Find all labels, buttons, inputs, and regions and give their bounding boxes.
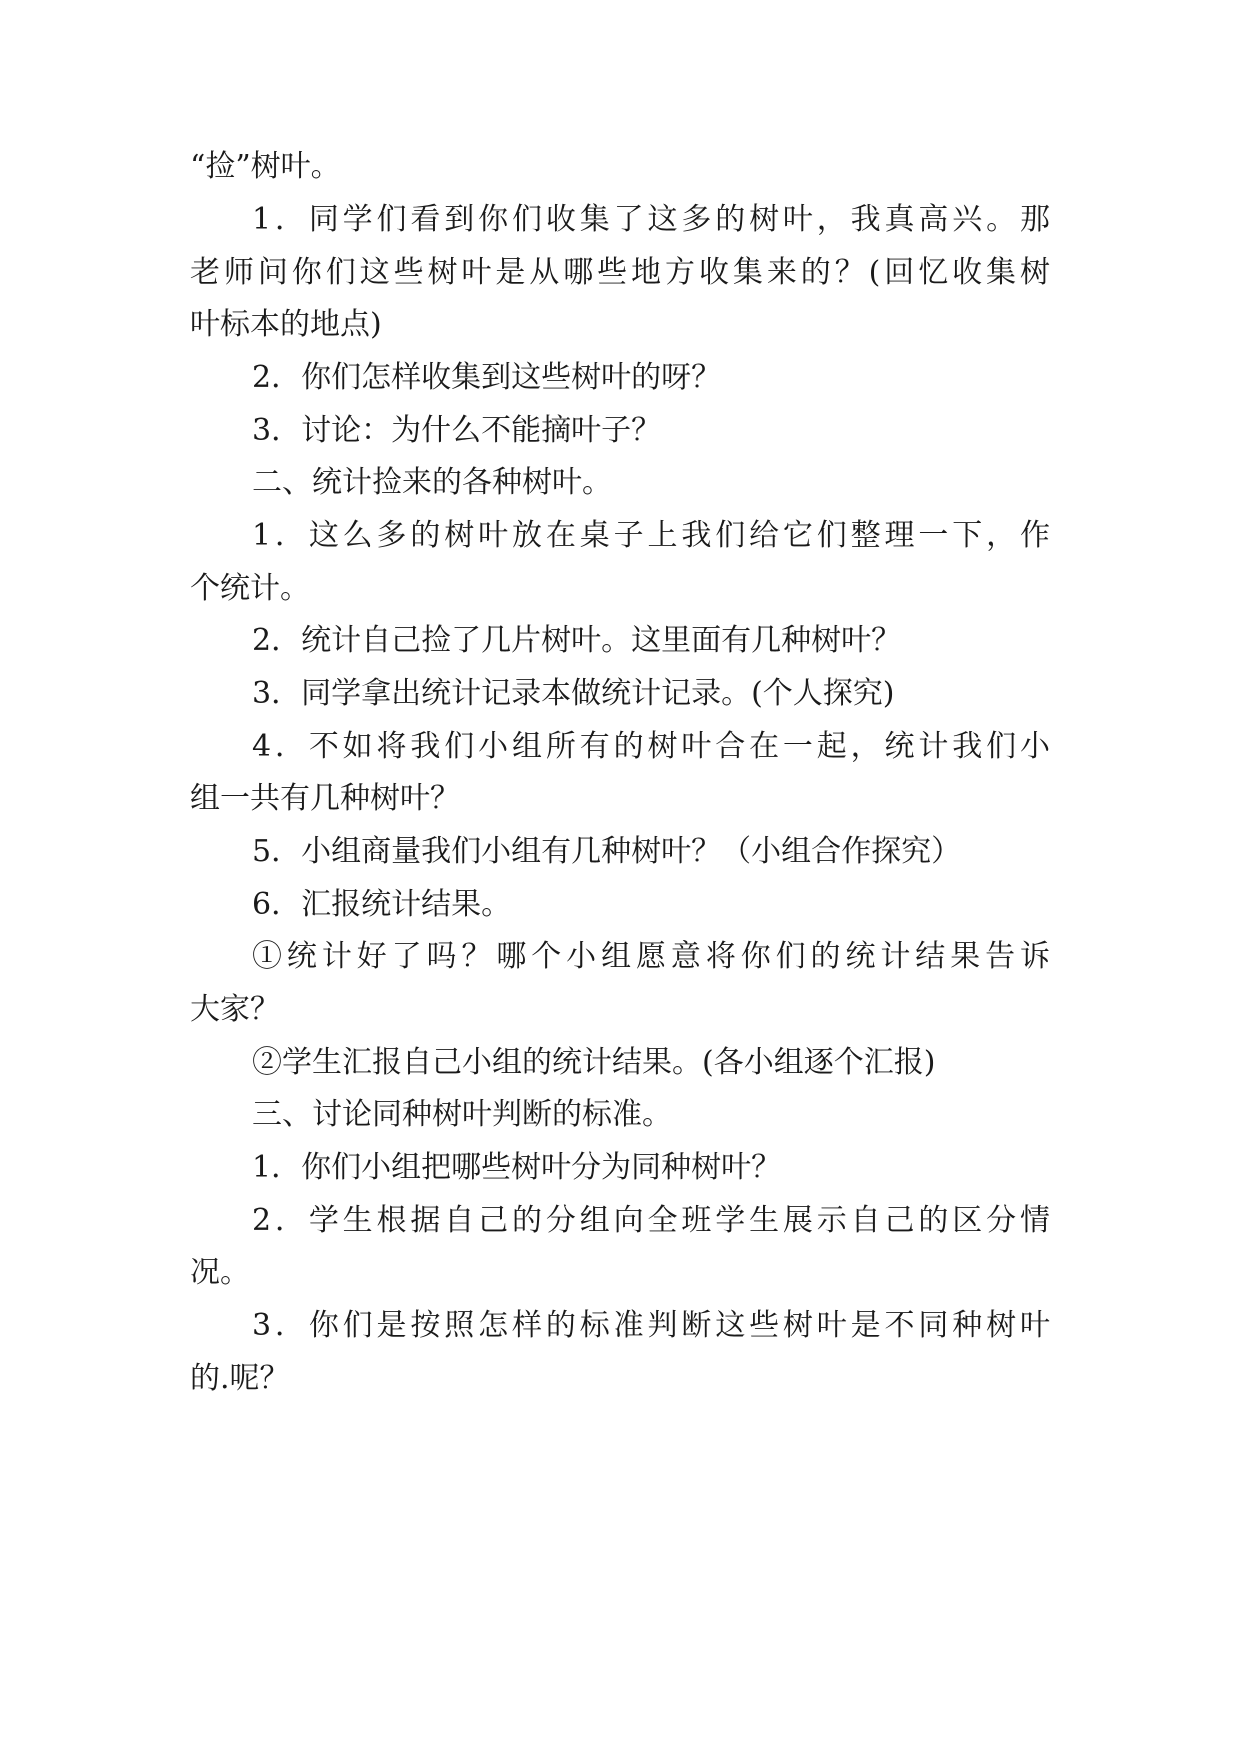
- text-line: 3．同学拿出统计记录本做统计记录。(个人探究): [252, 676, 895, 711]
- section-heading: 二、统计捡来的各种树叶。: [252, 465, 612, 500]
- document-page: [190, 0, 1050, 1754]
- text-line: 大家？: [190, 992, 280, 1027]
- text-line: 4．不如将我们小组所有的树叶合在一起，统计我们小: [252, 729, 1050, 764]
- text-line: 1．同学们看到你们收集了这多的树叶，我真高兴。那: [252, 202, 1050, 237]
- text-line: 6．汇报统计结果。: [252, 887, 512, 922]
- text-line: 老师问你们这些树叶是从哪些地方收集来的？(回忆收集树: [190, 255, 1050, 290]
- section-heading: 三、讨论同种树叶判断的标准。: [252, 1097, 672, 1132]
- text-line: 1．你们小组把哪些树叶分为同种树叶？: [252, 1150, 782, 1185]
- text-line: 1．这么多的树叶放在桌子上我们给它们整理一下，作: [252, 518, 1050, 553]
- text-line: ②学生汇报自己小组的统计结果。(各小组逐个汇报): [252, 1045, 936, 1080]
- text-line: 叶标本的地点): [190, 307, 382, 342]
- text-line: 的.呢？: [190, 1361, 290, 1396]
- text-line: 组一共有几种树叶？: [190, 781, 460, 816]
- text-line: 况。: [190, 1255, 250, 1290]
- text-line: 3．你们是按照怎样的标准判断这些树叶是不同种树叶: [252, 1308, 1050, 1343]
- text-line: 2．统计自己捡了几片树叶。这里面有几种树叶？: [252, 623, 902, 658]
- text-line: 3．讨论：为什么不能摘叶子？: [252, 413, 662, 448]
- text-line: “捡”树叶。: [190, 149, 341, 184]
- text-line: 2．学生根据自己的分组向全班学生展示自己的区分情: [252, 1203, 1050, 1238]
- text-line: ①统计好了吗？哪个小组愿意将你们的统计结果告诉: [252, 939, 1050, 974]
- text-line: 2．你们怎样收集到这些树叶的呀？: [252, 360, 722, 395]
- text-line: 5．小组商量我们小组有几种树叶？（小组合作探究）: [252, 834, 962, 869]
- text-line: 个统计。: [190, 571, 310, 606]
